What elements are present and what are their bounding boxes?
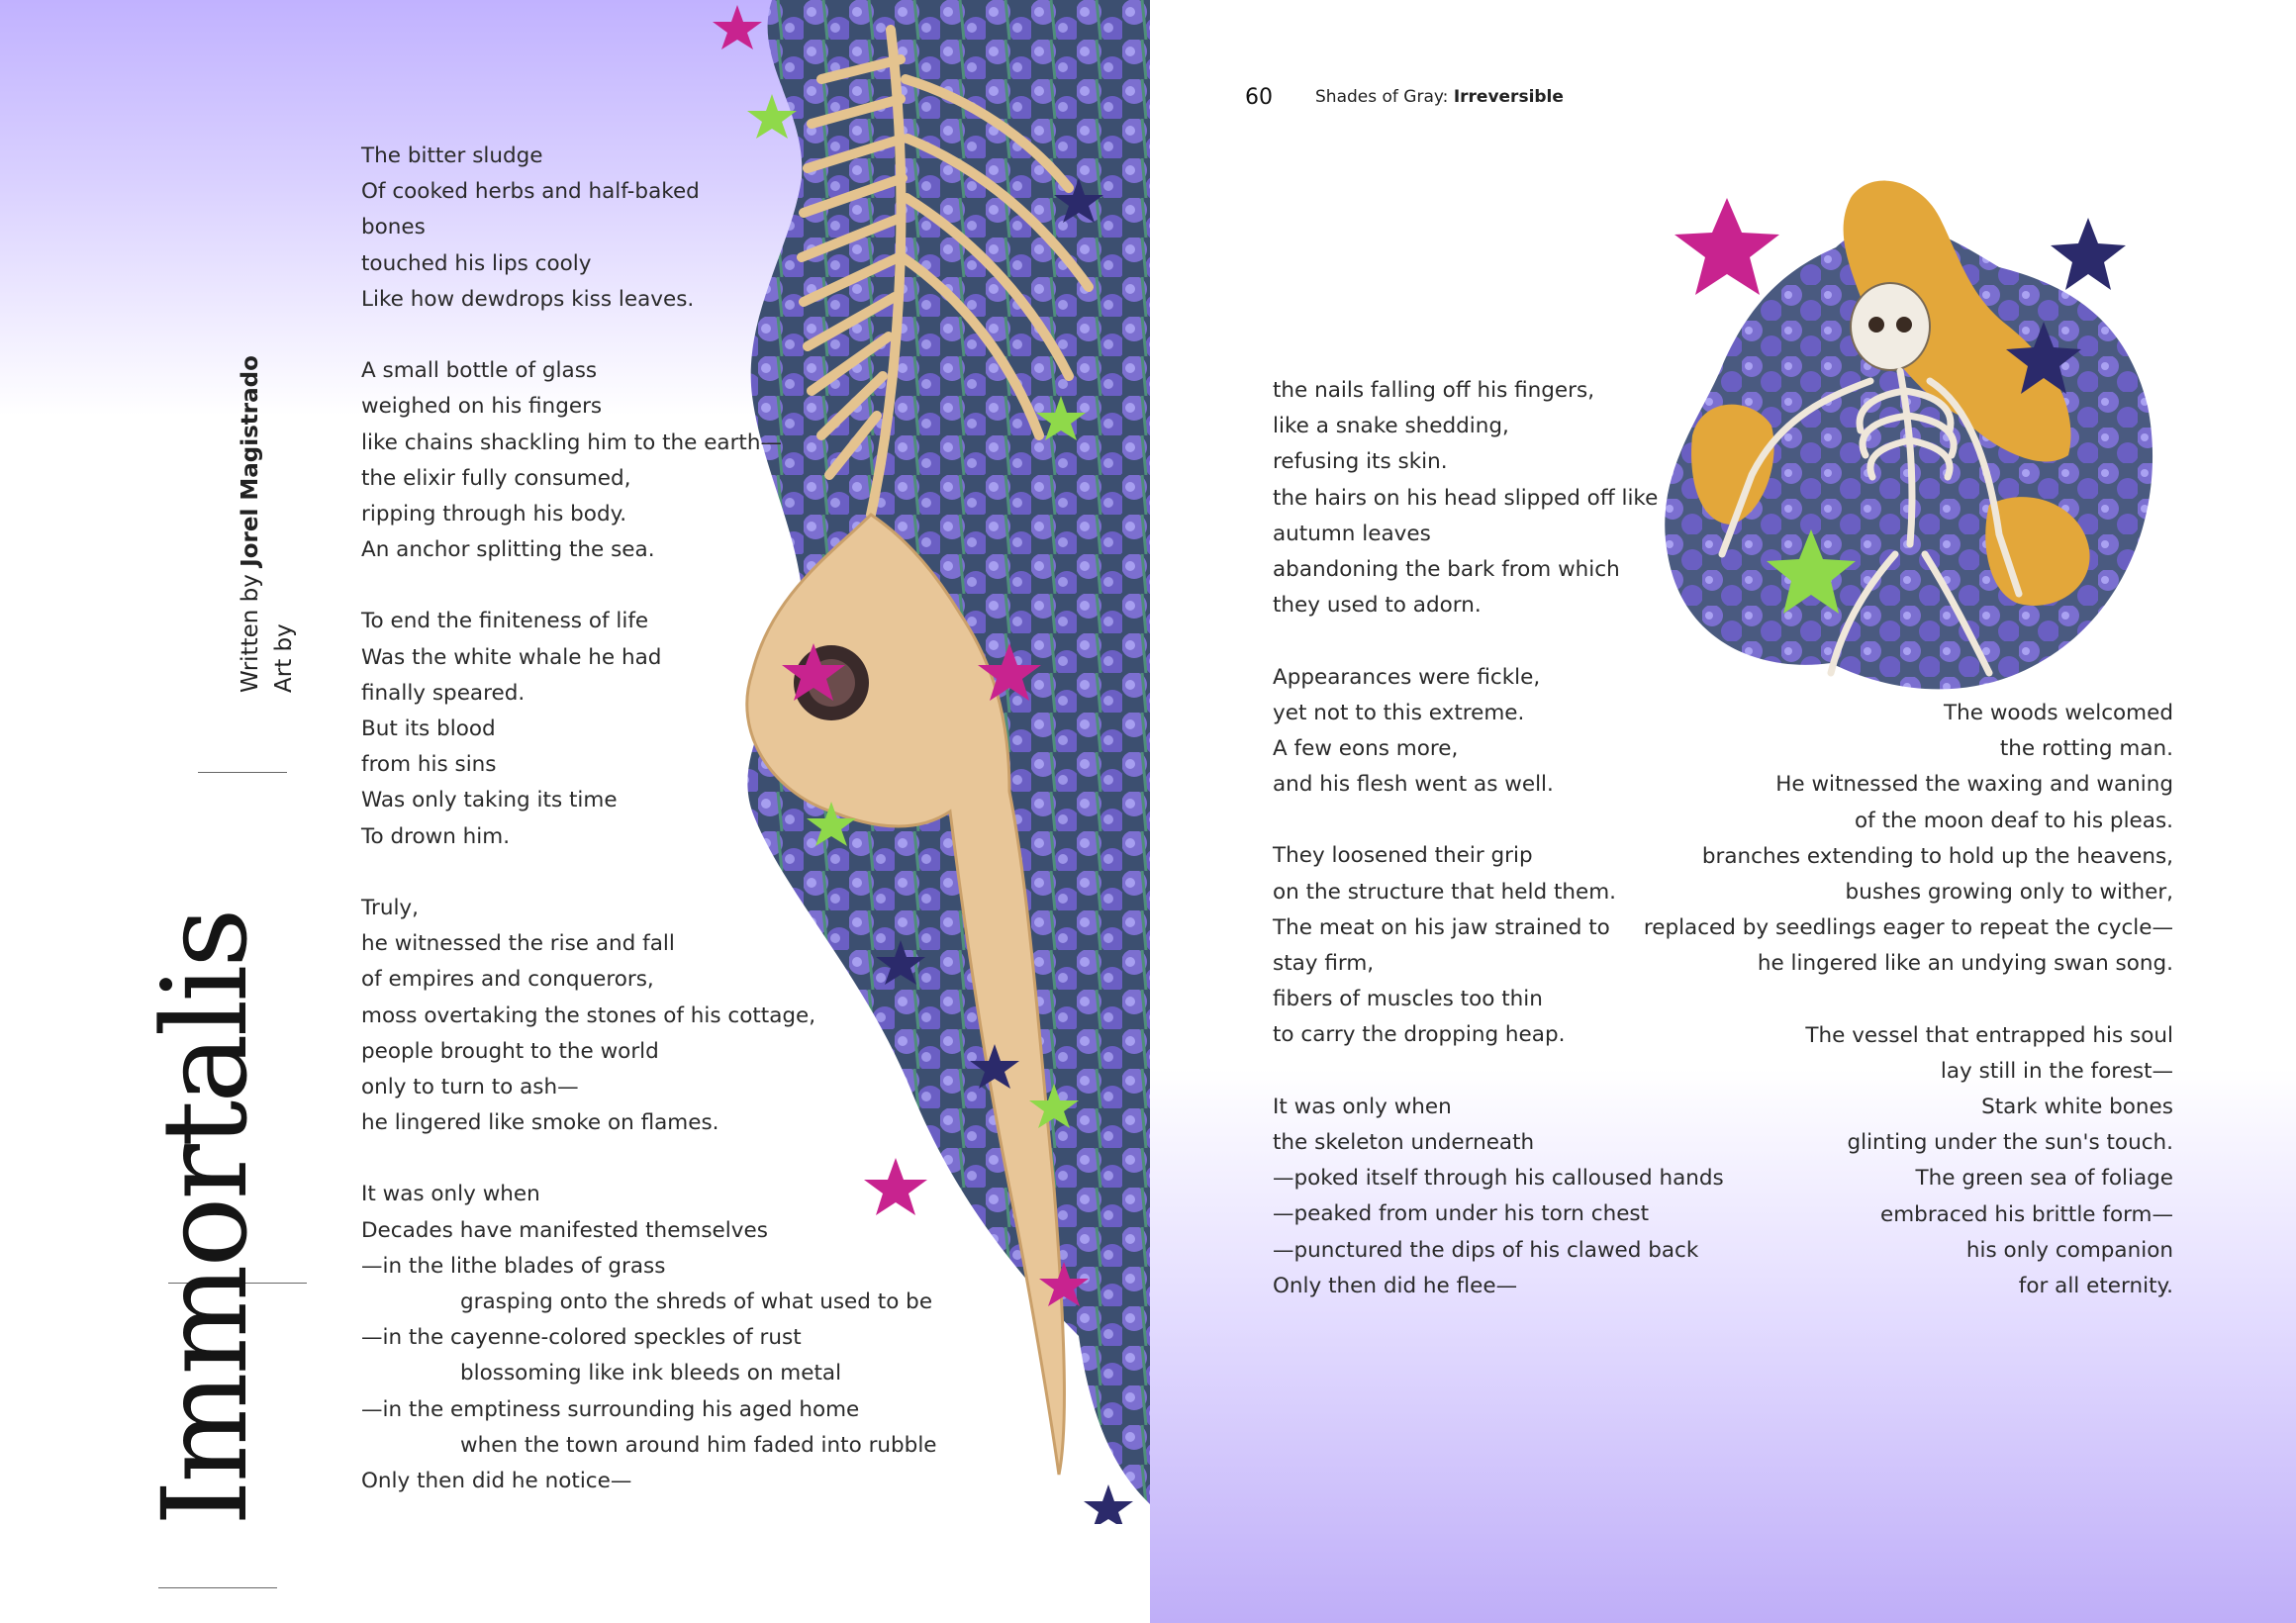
art-by-line: Art by <box>271 623 297 693</box>
poem-line: —in the lithe blades of grass <box>361 1253 666 1279</box>
poem-line: An anchor splitting the sea. <box>361 537 655 563</box>
poem-line: bones <box>361 215 426 240</box>
poem-line: he lingered like an undying swan song. <box>1757 951 2173 977</box>
running-head <box>1315 87 1564 107</box>
poem-line: Only then did he flee— <box>1273 1273 1518 1298</box>
poem-line: Of cooked herbs and half-baked <box>361 179 700 205</box>
poem-line: the skeleton underneath <box>1273 1129 1535 1155</box>
poem-line: —in the cayenne-colored speckles of rust <box>361 1325 802 1351</box>
poem-line: finally speared. <box>361 680 526 706</box>
poem-line: bushes growing only to wither, <box>1845 879 2173 905</box>
poem-line: he lingered like smoke on flames. <box>361 1110 719 1136</box>
poem-right-column-2 <box>1644 696 2173 1304</box>
stanza-break <box>361 318 937 353</box>
poem-line: yet not to this extreme. <box>1273 700 1525 725</box>
poem-line: of empires and conquerors, <box>361 967 654 993</box>
poem-line: on the structure that held them. <box>1273 879 1617 905</box>
byline <box>234 355 301 693</box>
poem-line: refusing its skin. <box>1273 449 1448 475</box>
poem-line: moss overtaking the stones of his cottage, <box>361 1002 816 1028</box>
poem-line: only to turn to ash— <box>361 1074 579 1099</box>
poem-line: Was only taking its time <box>361 788 618 813</box>
author-name: Jorel Magistrado <box>238 355 263 567</box>
poem-line: they used to adorn. <box>1273 593 1482 619</box>
poem-line: touched his lips cooly <box>361 250 592 276</box>
poem-line: weighed on his fingers <box>361 394 603 420</box>
poem-line: Like how dewdrops kiss leaves. <box>361 286 695 312</box>
poem-line: the hairs on his head slipped off like <box>1273 485 1659 511</box>
poem-line: embraced his brittle form— <box>1880 1201 2173 1227</box>
poem-line: Stark white bones <box>1981 1095 2173 1120</box>
poem-line: grasping onto the shreds of what used to be <box>460 1289 933 1314</box>
page-number: 60 <box>1245 85 1273 110</box>
poem-line: stay firm, <box>1273 951 1375 976</box>
poem-line: autumn leaves <box>1273 521 1431 546</box>
poem-line: replaced by seedlings eager to repeat the cycle— <box>1643 915 2173 941</box>
written-by-label: Written by <box>238 574 263 693</box>
poem-line: The woods welcomed <box>1944 701 2173 725</box>
written-by-line <box>234 355 267 693</box>
poem-line: To end the finiteness of life <box>361 609 649 634</box>
title-rule <box>198 772 287 773</box>
poem-line: The meat on his jaw strained to <box>1273 914 1610 940</box>
poem-line: his only companion <box>1965 1237 2173 1263</box>
poem-line: he witnessed the rise and fall <box>361 931 675 957</box>
poem-line: A few eons more, <box>1273 735 1459 761</box>
seated-skeleton-illustration <box>1663 178 2157 713</box>
poem-line: when the town around him faded into rubble <box>460 1432 937 1458</box>
issue-title: Irreversible <box>1453 87 1564 107</box>
poem-line: The vessel that entrapped his soul <box>1805 1022 2173 1048</box>
poem-line: Appearances were fickle, <box>1273 664 1541 690</box>
stanza-break <box>361 568 937 604</box>
title-container <box>137 910 273 1526</box>
poem-line: He witnessed the waxing and waning <box>1775 772 2173 798</box>
poem-line: To drown him. <box>361 823 511 849</box>
poem-line: fibers of muscles too thin <box>1273 987 1543 1012</box>
poem-line: and his flesh went as well. <box>1273 772 1554 798</box>
poem-line: of the moon deaf to his pleas. <box>1855 808 2173 833</box>
poem-line: —in the emptiness surrounding his aged home <box>361 1396 860 1422</box>
stanza-break <box>361 1141 937 1177</box>
poem-line: —poked itself through his calloused hands <box>1273 1166 1724 1192</box>
poem-line: glinting under the sun's touch. <box>1847 1130 2173 1156</box>
poem-line: The bitter sludge <box>361 143 543 168</box>
poem-line: from his sins <box>361 752 497 778</box>
poem-line: ripping through his body. <box>361 501 627 526</box>
stanza-break <box>361 855 937 891</box>
poem-line: Truly, <box>361 895 419 920</box>
poem-line: people brought to the world <box>361 1038 659 1064</box>
poem-line: lay still in the forest— <box>1940 1058 2173 1084</box>
title-rule <box>158 1587 277 1588</box>
poem-line: A small bottle of glass <box>361 358 598 384</box>
poem-line: But its blood <box>361 716 496 741</box>
poem-line: like a snake shedding, <box>1273 414 1509 439</box>
poem-line: for all eternity. <box>2018 1274 2173 1298</box>
poem-line: Only then did he notice— <box>361 1468 632 1493</box>
poem-line: —peaked from under his torn chest <box>1273 1201 1650 1227</box>
poem-line: the nails falling off his fingers, <box>1273 378 1595 403</box>
poem-line: It was only when <box>1273 1094 1452 1119</box>
stanza-break <box>1273 623 1724 659</box>
poem-line: the rotting man. <box>1999 736 2173 762</box>
poem-line: to carry the dropping heap. <box>1273 1022 1566 1048</box>
poem-line: —punctured the dips of his clawed back <box>1273 1237 1699 1263</box>
poem-line: Decades have manifested themselves <box>361 1217 768 1243</box>
poem-line: Was the white whale he had <box>361 644 662 670</box>
poem-line: blossoming like ink bleeds on metal <box>460 1361 842 1386</box>
poem-line: abandoning the bark from which <box>1273 556 1620 582</box>
poem-line: The green sea of foliage <box>1915 1166 2173 1192</box>
poem-line: They loosened their grip <box>1273 843 1533 869</box>
stanza-break <box>1644 983 2173 1018</box>
poem-line: like chains shackling him to the earth— <box>361 430 782 455</box>
page-title: Immortalis <box>137 910 273 1526</box>
poem-left-column <box>361 139 937 1499</box>
poem-line: the elixir fully consumed, <box>361 465 631 491</box>
poem-line: It was only when <box>361 1182 540 1207</box>
publication-title: Shades of Gray: <box>1315 87 1449 107</box>
poem-line: branches extending to hold up the heavens, <box>1701 843 2173 869</box>
